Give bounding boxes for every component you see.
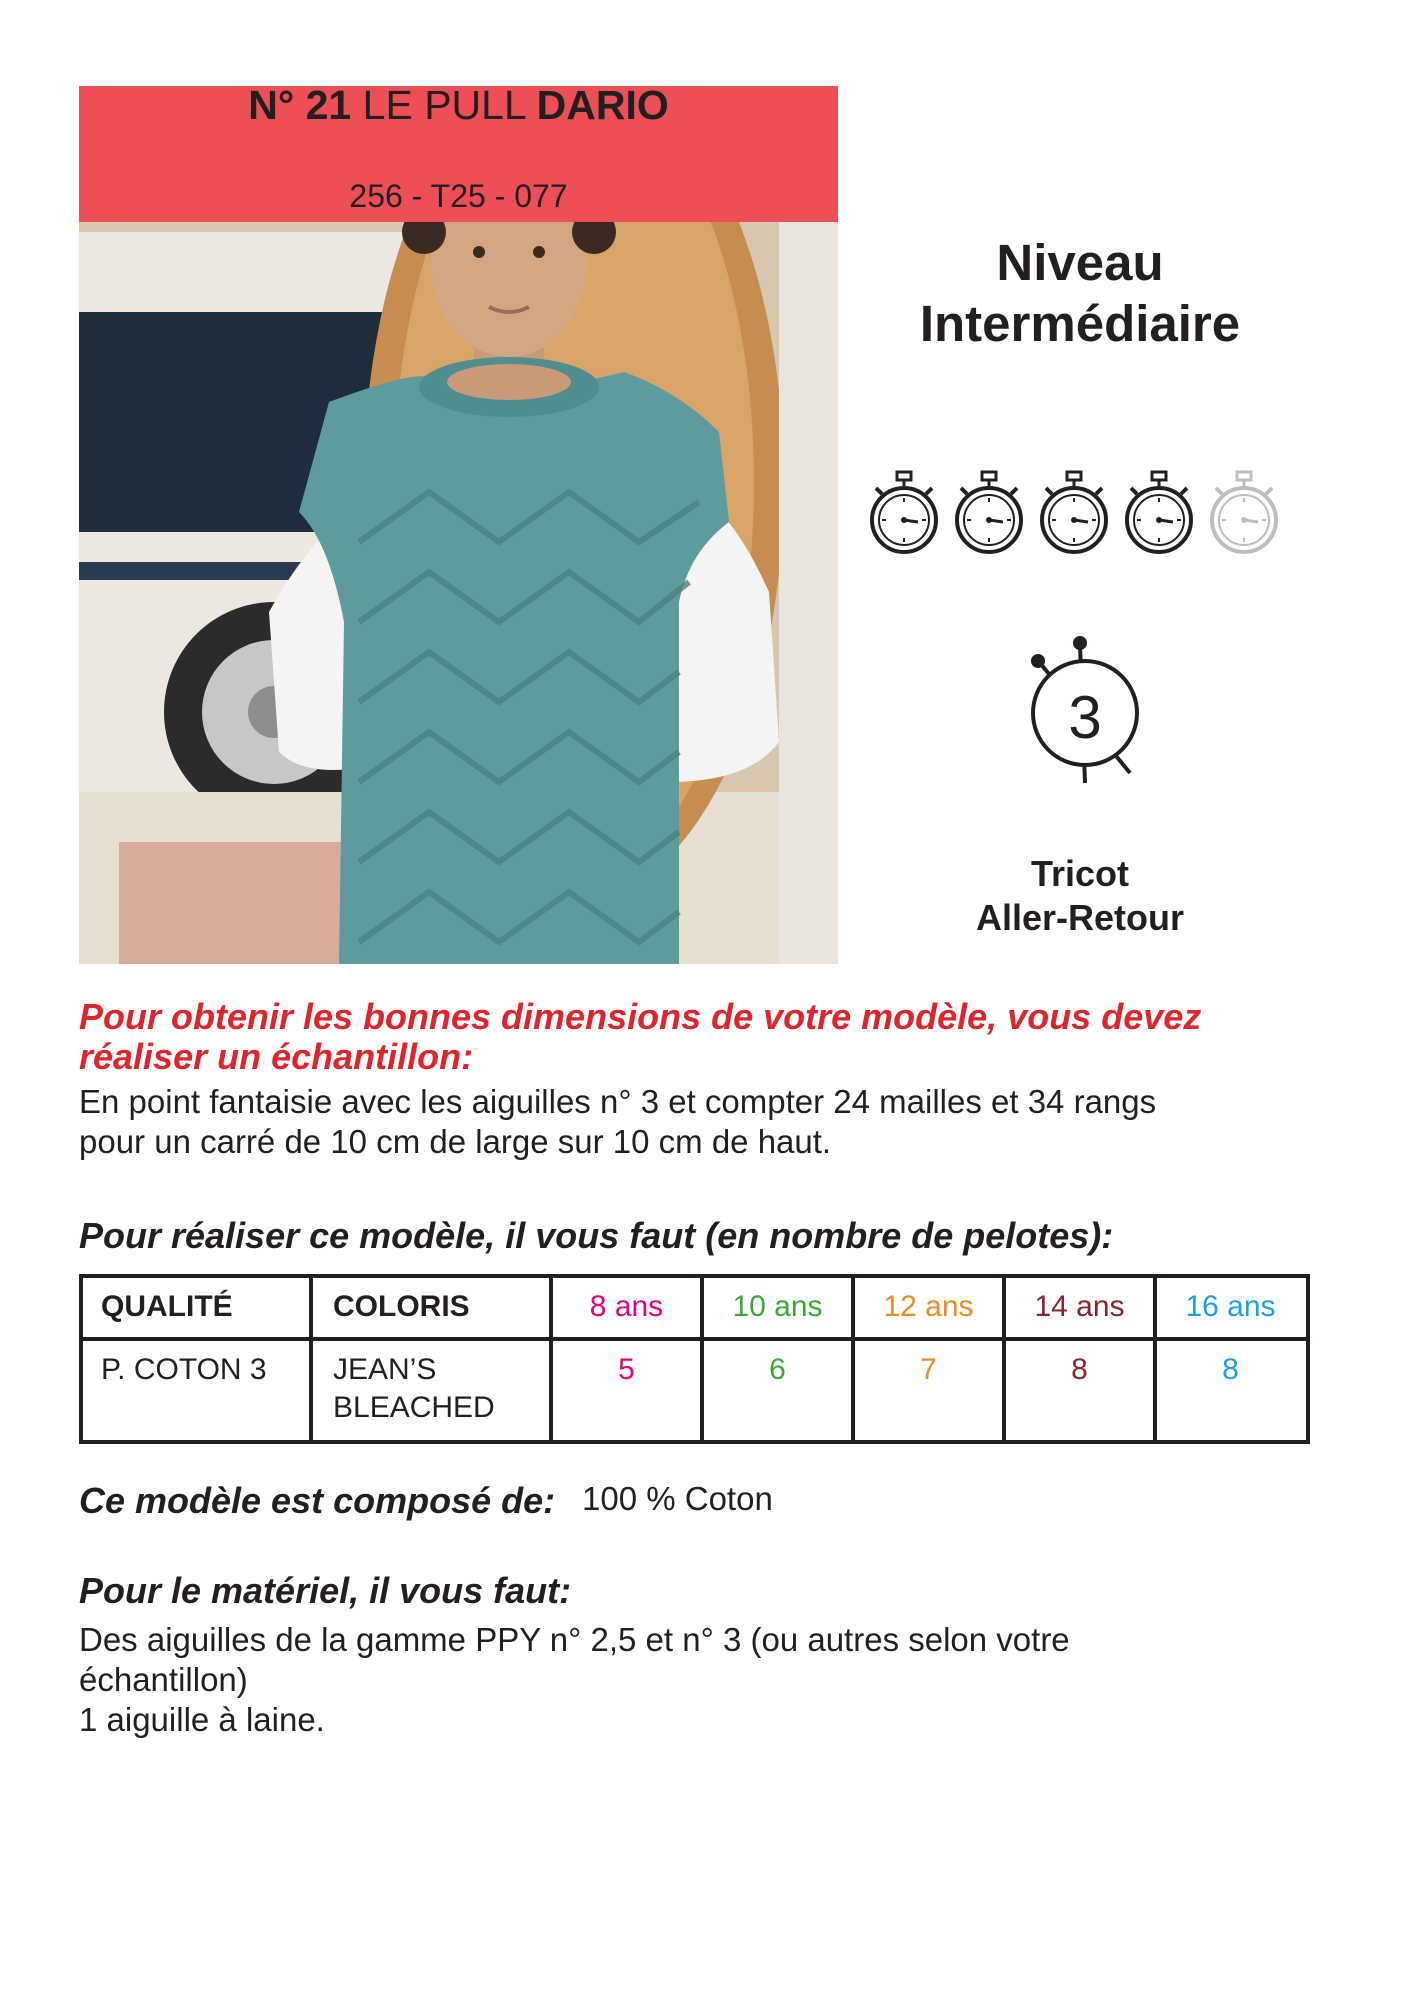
tools-list [79, 1620, 1339, 1740]
pattern-number: N° 21 [248, 82, 352, 128]
technique-line-2: Aller-Retour [975, 897, 1185, 938]
col-header-size: 14 ans [1034, 1290, 1125, 1323]
needle-size: 3 [1068, 684, 1102, 751]
table-cell-color [333, 1351, 495, 1427]
difficulty-level [860, 232, 1300, 354]
composition-heading: Ce modèle est composé de: [79, 1480, 556, 1521]
table-cell-ball-count: 7 [920, 1353, 937, 1386]
table-divider [309, 1278, 313, 1440]
difficulty-level-label: Niveau [996, 234, 1164, 291]
col-header-size: 8 ans [589, 1290, 664, 1323]
col-header-color: COLORIS [333, 1290, 470, 1323]
table-cell-ball-count: 8 [1222, 1353, 1239, 1386]
difficulty-level-value: Intermédiaire [919, 295, 1241, 352]
gauge-text [79, 1082, 1359, 1162]
stopwatch-icon [1036, 470, 1112, 556]
color-name-line-1: JEAN’S [333, 1353, 437, 1386]
materials-heading: Pour réaliser ce modèle, il vous faut (en nombre de pelotes): [79, 1215, 1114, 1256]
table-cell-ball-count: 5 [618, 1353, 635, 1386]
gauge-heading: Pour obtenir les bonnes dimensions de votre modèle, vous devez réaliser un échantillon: [79, 996, 1202, 1077]
knitting-technique [910, 852, 1250, 940]
model-photo [79, 222, 838, 964]
tools-heading: Pour le matériel, il vous faut: [79, 1570, 572, 1611]
table-cell-quality: P. COTON 3 [101, 1353, 267, 1386]
model-photo-illustration [79, 222, 838, 964]
stopwatch-icon [1121, 470, 1197, 556]
table-divider-horizontal [83, 1337, 1306, 1341]
difficulty-rating [866, 470, 1286, 560]
table-cell-ball-count: 6 [769, 1353, 786, 1386]
col-header-quality: QUALITÉ [101, 1290, 233, 1323]
technique-line-1: Tricot [1030, 853, 1129, 894]
gauge-text-line-2: pour un carré de 10 cm de large sur 10 cm de haut. [79, 1123, 832, 1160]
table-cell-ball-count: 8 [1071, 1353, 1088, 1386]
pattern-title [79, 80, 838, 130]
col-header-size: 12 ans [883, 1290, 974, 1323]
stopwatch-icon [1206, 470, 1282, 556]
tools-line-2: échantillon) [79, 1661, 248, 1698]
pattern-reference: 256 - T25 - 077 [349, 178, 568, 214]
pattern-name: DARIO [536, 82, 669, 128]
gauge-text-line-1: En point fantaisie avec les aiguilles n° 3 et compter 24 mailles et 34 rangs [79, 1083, 1157, 1120]
pattern-title-middle: LE PULL [362, 82, 526, 128]
composition-value: 100 % Coton [582, 1480, 773, 1517]
stopwatch-icon [866, 470, 942, 556]
col-header-size: 16 ans [1185, 1290, 1276, 1323]
tools-line-1: Des aiguilles de la gamme PPY n° 2,5 et n° 3 (ou autres selon votre [79, 1621, 1070, 1658]
stopwatch-icon [951, 470, 1027, 556]
color-name-line-2: BLEACHED [333, 1391, 495, 1424]
tools-line-3: 1 aiguille à laine. [79, 1701, 325, 1738]
materials-table [79, 1274, 1310, 1444]
col-header-size: 10 ans [732, 1290, 823, 1323]
